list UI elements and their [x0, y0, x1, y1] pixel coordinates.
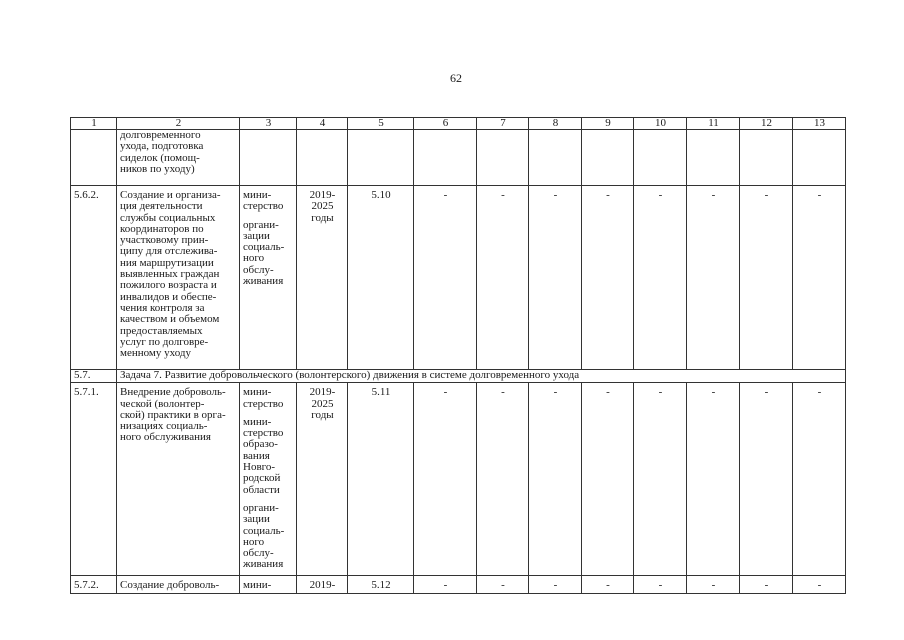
header-cell: 5	[348, 118, 414, 130]
value-cell: -	[740, 383, 793, 576]
value-cell: -	[582, 383, 634, 576]
header-cell: 2	[117, 118, 240, 130]
executor: мини-	[240, 576, 297, 593]
row-number: 5.7.2.	[71, 576, 117, 593]
header-cell: 10	[634, 118, 687, 130]
table-row	[71, 383, 846, 576]
task-row	[71, 370, 846, 383]
header-cell: 7	[477, 118, 529, 130]
executor: мини- стерство мини- стерство образо- вания Новго- родской области органи- зации социаль- ного обслу- живания	[240, 383, 297, 576]
header-cell: 9	[582, 118, 634, 130]
value-cell: -	[477, 576, 529, 593]
table-row	[71, 130, 846, 186]
header-cell: 11	[687, 118, 740, 130]
header-row	[71, 118, 846, 130]
value-cell: -	[582, 186, 634, 370]
value-cell: -	[477, 383, 529, 576]
indicator: 5.12	[348, 576, 414, 593]
value-cell: -	[414, 383, 477, 576]
value-cell: -	[793, 576, 846, 593]
value-cell: -	[582, 576, 634, 593]
period: 2019- 2025 годы	[297, 186, 348, 370]
value-cell: -	[414, 576, 477, 593]
header-cell: 13	[793, 118, 846, 130]
executor: мини- стерство органи- зации социаль- ного обслу- живания	[240, 186, 297, 370]
value-cell: -	[634, 186, 687, 370]
value-cell: -	[529, 576, 582, 593]
header-cell: 3	[240, 118, 297, 130]
header-cell: 12	[740, 118, 793, 130]
value-cell: -	[529, 383, 582, 576]
table-row	[71, 576, 846, 593]
value-cell: -	[687, 383, 740, 576]
value-cell: -	[529, 186, 582, 370]
row-number: 5.7.	[71, 370, 117, 383]
row-number: 5.6.2.	[71, 186, 117, 370]
measure-name: Внедрение доброволь- ческой (волонтер- ской) практики в орга- низациях социаль- ного обслуживания	[117, 383, 240, 576]
measures-table	[70, 117, 846, 594]
header-cell: 6	[414, 118, 477, 130]
period: 2019- 2025 годы	[297, 383, 348, 576]
task-title: Задача 7. Развитие добровольческого (волонтерского) движения в системе долговременного ухода	[117, 370, 846, 383]
value-cell: -	[687, 576, 740, 593]
value-cell: -	[740, 186, 793, 370]
table-row	[71, 186, 846, 370]
measure-name: долговременного ухода, подготовка сиделок (помощ- ников по уходу)	[117, 130, 240, 186]
indicator: 5.10	[348, 186, 414, 370]
value-cell: -	[634, 576, 687, 593]
row-number: 5.7.1.	[71, 383, 117, 576]
header-cell: 8	[529, 118, 582, 130]
value-cell: -	[634, 383, 687, 576]
row-number	[71, 130, 117, 186]
value-cell: -	[740, 576, 793, 593]
value-cell: -	[477, 186, 529, 370]
indicator: 5.11	[348, 383, 414, 576]
value-cell: -	[793, 383, 846, 576]
period: 2019-	[297, 576, 348, 593]
page-number: 62	[450, 71, 462, 85]
value-cell: -	[793, 186, 846, 370]
measure-name: Создание и организа- ция деятельности службы социальных координаторов по участковому прин- ципу для отслежива- ния маршрутизации выявленных граждан пожилого возраста и инвалидов и обеспе- чения контроля за качеством и объемом предоставляемых услуг по долговре- менному уходу	[117, 186, 240, 370]
value-cell: -	[414, 186, 477, 370]
header-cell: 1	[71, 118, 117, 130]
header-cell: 4	[297, 118, 348, 130]
value-cell: -	[687, 186, 740, 370]
measure-name: Создание доброволь-	[117, 576, 240, 593]
